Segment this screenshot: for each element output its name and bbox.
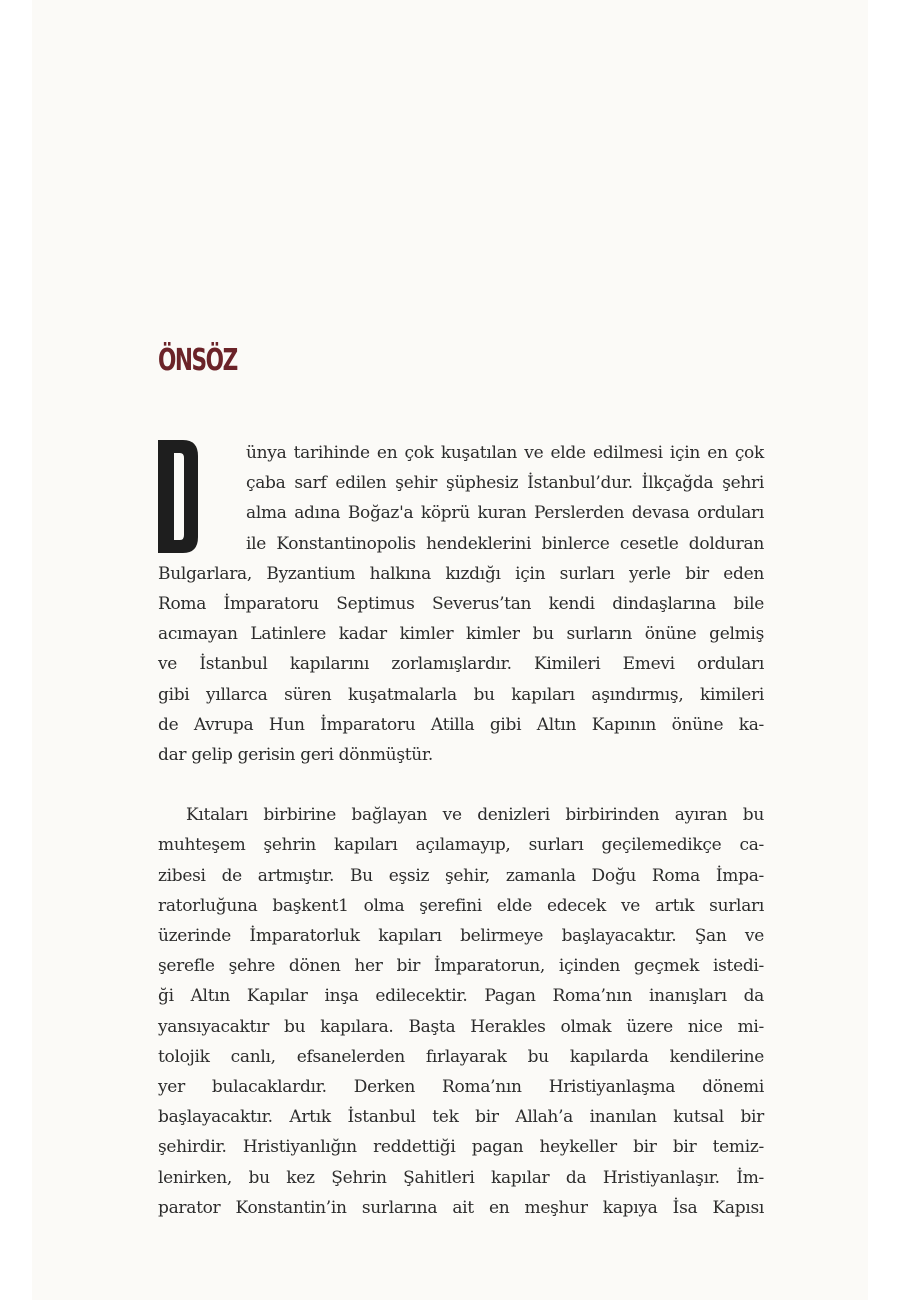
text-line: ile Konstantinopolis hendeklerini binlerce cesetle dolduran bbox=[246, 533, 764, 554]
text-line: zibesi de artmıştır. Bu eşsiz şehir, zamanla Doğu Roma İmpa- bbox=[158, 865, 764, 886]
text-line: lenirken, bu kez Şehrin Şahitleri kapılar da Hristiyanlaşır. İm- bbox=[158, 1167, 764, 1188]
text-line: acımayan Latinlere kadar kimler kimler bu surların önüne gelmiş bbox=[158, 624, 764, 645]
text-line: Roma İmparatoru Septimus Severus’tan kendi dindaşlarına bile bbox=[158, 594, 764, 615]
text-line: yansıyacaktır bu kapılara. Başta Herakles olmak üzere nice mi- bbox=[158, 1016, 764, 1037]
text-line: muhteşem şehrin kapıları açılamayıp, surları geçilemedikçe ca- bbox=[158, 835, 764, 856]
text-line: şehirdir. Hristiyanlığın reddettiği pagan heykeller bir bir temiz- bbox=[158, 1137, 764, 1158]
paragraph-1 bbox=[158, 438, 764, 770]
text-line: ünya tarihinde en çok kuşatılan ve elde edilmesi için en çok bbox=[246, 443, 764, 463]
text-line: gibi yıllarca süren kuşatmalarla bu kapıları aşındırmış, kimileri bbox=[158, 684, 764, 705]
text-line: başlayacaktır. Artık İstanbul tek bir Allah’a inanılan kutsal bir bbox=[158, 1107, 764, 1128]
text-line: Kıtaları birbirine bağlayan ve denizleri birbirinden ayıran bu bbox=[186, 805, 764, 826]
text-line: parator Konstantin’in surlarına ait en meşhur kapıya İsa Kapısı bbox=[158, 1197, 764, 1218]
text-line: ği Altın Kapılar inşa edilecektir. Pagan Roma’nın inanışları da bbox=[158, 986, 764, 1007]
text-line: şerefle şehre dönen her bir İmparatorun, içinden geçmek istedi- bbox=[158, 956, 764, 977]
paragraph-gap bbox=[158, 770, 764, 800]
text-line: tolojik canlı, efsanelerden fırlayarak bu kapılarda kendilerine bbox=[158, 1046, 764, 1067]
text-line: Bulgarlara, Byzantium halkına kızdığı için surları yerle bir eden bbox=[158, 563, 764, 584]
text-line: alma adına Boğaz'a köprü kuran Perslerden devasa orduları bbox=[246, 503, 764, 524]
text-line: dar gelip gerisin geri dönmüştür. bbox=[158, 745, 433, 766]
text-line: ve İstanbul kapılarını zorlamışlardır. Kimileri Emevi orduları bbox=[158, 654, 764, 675]
text-line: yer bulacaklardır. Derken Roma’nın Hristiyanlaşma dönemi bbox=[158, 1077, 764, 1098]
body-text bbox=[158, 438, 764, 1223]
chapter-heading: ÖNSÖZ bbox=[158, 343, 237, 378]
text-line: çaba sarf edilen şehir şüphesiz İstanbul’dur. İlkçağda şehri bbox=[246, 473, 764, 494]
paragraph-2 bbox=[158, 800, 764, 1223]
text-line: ratorluğuna başkent1 olma şerefini elde edecek ve artık surları bbox=[158, 895, 764, 916]
text-line: de Avrupa Hun İmparatoru Atilla gibi Altın Kapının önüne ka- bbox=[158, 714, 764, 735]
text-line: üzerinde İmparatorluk kapıları belirmeye başlayacaktır. Şan ve bbox=[158, 926, 764, 947]
